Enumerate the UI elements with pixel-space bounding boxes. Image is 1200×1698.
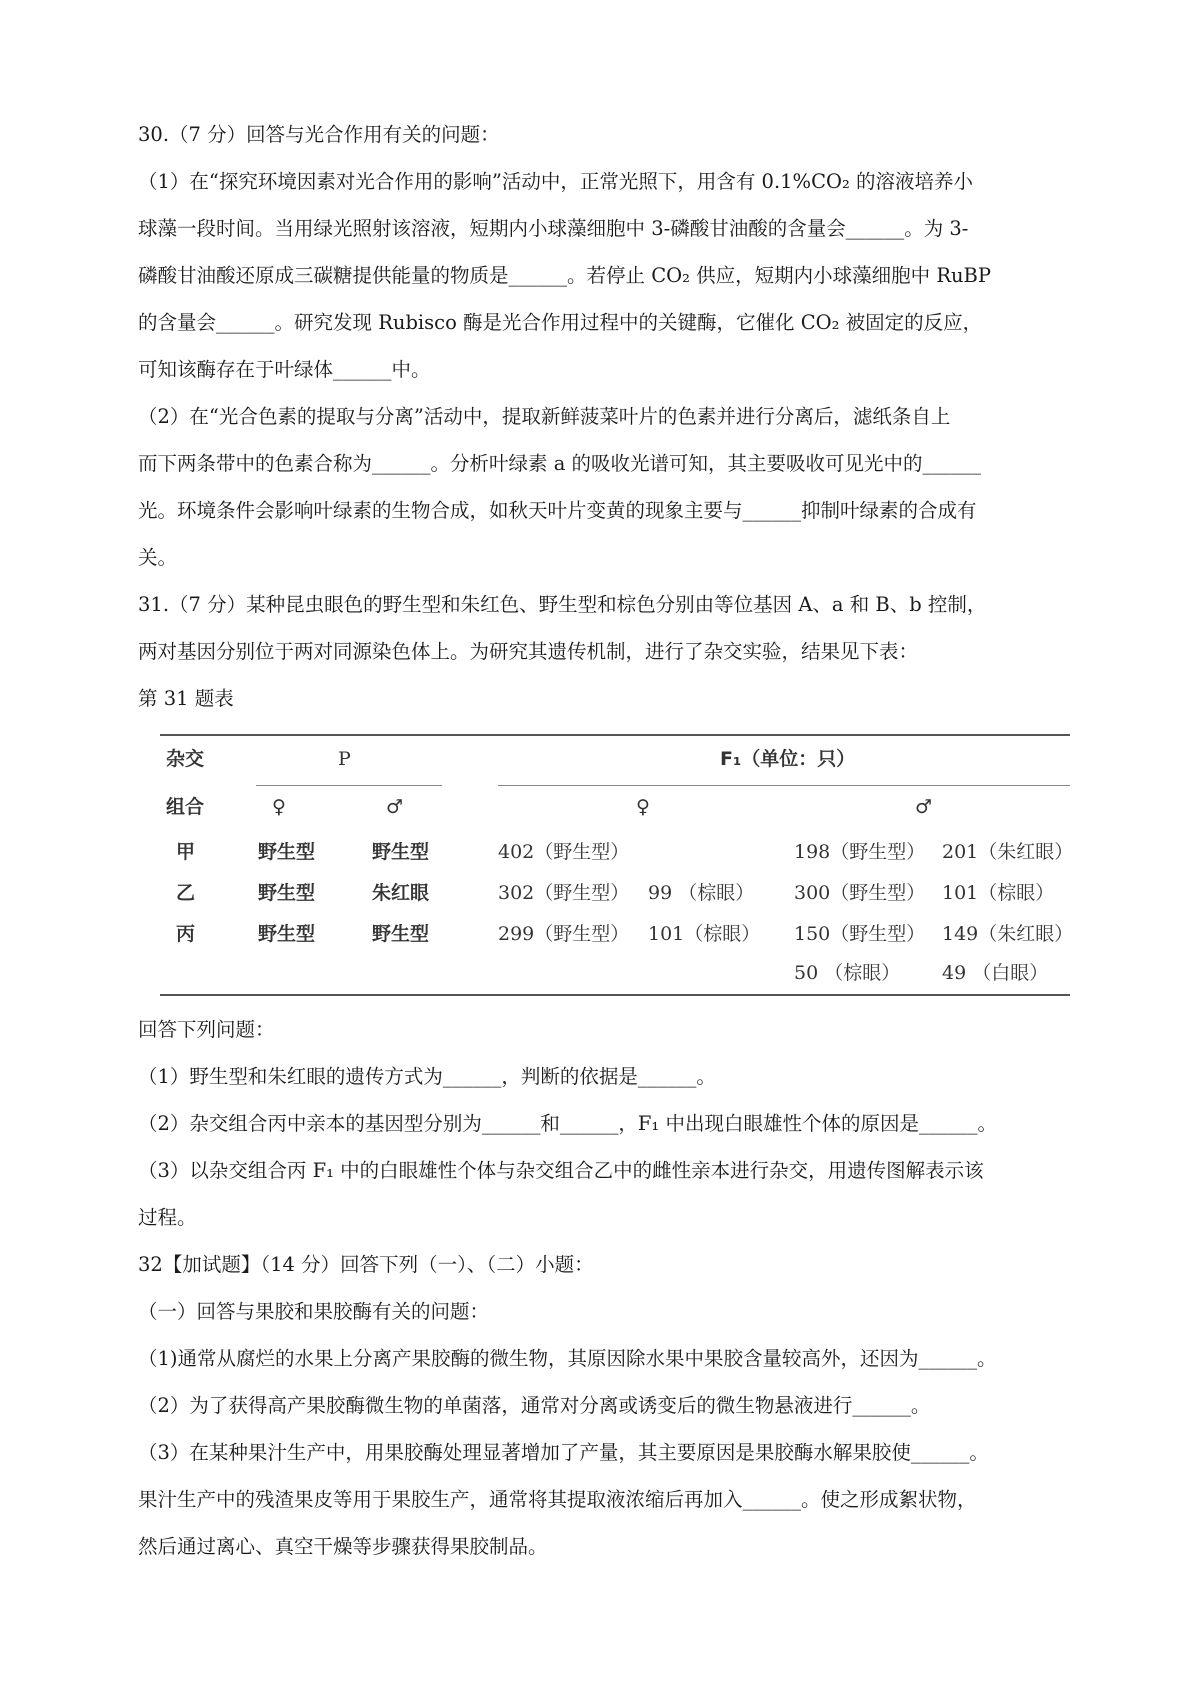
row-p-female: 野生型	[258, 882, 316, 904]
q31-intro: 两对基因分别位于两对同源染色体上。为研究其遗传机制，进行了杂交实验，结果见下表：	[138, 640, 919, 663]
q32-sub3-l1: （3）在某种果汁生产中，用果胶酶处理显著增加了产量，其主要原因是果胶酶水解果胶使______。	[138, 1441, 989, 1464]
row-f1-male-1: 198（野生型）	[794, 841, 926, 863]
q30-p1-l5: 可知该酶存在于叶绿体______中。	[138, 358, 431, 381]
table-bottom-rule	[160, 994, 1070, 996]
q30-title: 30.（7 分）回答与光合作用有关的问题：	[138, 123, 500, 146]
answer-prompt: 回答下列问题：	[138, 1018, 275, 1041]
header-f1-female: ♀	[636, 796, 650, 818]
row-f1-male-2: 49 （白眼）	[942, 962, 1049, 984]
row-p-male: 朱红眼	[372, 882, 430, 904]
q31-sub2: （2）杂交组合丙中亲本的基因型分别为______和______，F₁ 中出现白眼雄性个体的原因是______。	[138, 1112, 997, 1135]
row-f1-female-1: 299（野生型）	[498, 923, 630, 945]
q30-p2-l4: 关。	[138, 546, 178, 569]
q31-title: 31.（7 分）某种昆虫眼色的野生型和朱红色、野生型和棕色分别由等位基因 A、a 和 B、b 控制，	[138, 593, 987, 616]
f1-sub-rule	[498, 785, 1070, 786]
q31-sub1: （1）野生型和朱红眼的遗传方式为______，判断的依据是______。	[138, 1065, 716, 1088]
row-name: 甲	[176, 841, 196, 863]
q32-sub2: （2）为了获得高产果胶酶微生物的单菌落，通常对分离或诱变后的微生物悬液进行______。	[138, 1394, 931, 1417]
row-name: 丙	[176, 923, 196, 945]
row-f1-male-1: 300（野生型）	[794, 882, 926, 904]
row-p-female: 野生型	[258, 841, 316, 863]
header-cross: 杂交	[166, 748, 205, 770]
q30-p1-l4: 的含量会______。研究发现 Rubisco 酶是光合作用过程中的关键酶，它催化 CO₂ 被固定的反应，	[138, 311, 983, 334]
row-p-female: 野生型	[258, 923, 316, 945]
header-p-female: ♀	[272, 796, 286, 818]
q30-p1-l1: （1）在“探究环境因素对光合作用的影响”活动中，正常光照下，用含有 0.1%CO₂ 的溶液培养小	[138, 170, 974, 193]
q32-title: 32【加试题】（14 分）回答下列（一）、（二）小题：	[138, 1253, 594, 1276]
cross-results-table	[160, 734, 1074, 996]
q30-p1-l2: 球藻一段时间。当用绿光照射该溶液，短期内小球藻细胞中 3-磷酸甘油酸的含量会______。为 3-	[138, 217, 969, 240]
header-f1-male: ♂	[915, 796, 933, 818]
header-f1: F₁（单位：只）	[720, 748, 856, 770]
table-top-rule	[160, 734, 1070, 736]
row-name: 乙	[176, 882, 196, 904]
row-f1-male-2: 201（朱红眼）	[942, 841, 1074, 863]
row-p-male: 野生型	[372, 841, 430, 863]
row-f1-male-2: 149（朱红眼）	[942, 923, 1074, 945]
q30-p1-l3: 磷酸甘油酸还原成三碳糖提供能量的物质是______。若停止 CO₂ 供应，短期内小球藻细胞中 RuBP	[138, 264, 992, 287]
q32-sub3-l2: 果汁生产中的残渣果皮等用于果胶生产，通常将其提取液浓缩后再加入______。使之形成絮状物，	[138, 1488, 977, 1511]
row-f1-female-1: 302（野生型）	[498, 882, 630, 904]
q30-p2-l3: 光。环境条件会影响叶绿素的生物合成，如秋天叶片变黄的现象主要与______抑制叶绿素的合成有	[138, 499, 977, 522]
row-f1-female-2: 101（棕眼）	[648, 923, 761, 945]
table-caption: 第 31 题表	[138, 687, 234, 710]
row-f1-male-1: 50 （棕眼）	[794, 962, 901, 984]
q31-sub3-l1: （3）以杂交组合丙 F₁ 中的白眼雄性个体与杂交组合乙中的雌性亲本进行杂交，用遗传图解表示该	[138, 1159, 984, 1182]
row-f1-female-1: 402（野生型）	[498, 841, 630, 863]
row-f1-male-1: 150（野生型）	[794, 923, 926, 945]
q30-p2-l1: （2）在“光合色素的提取与分离”活动中，提取新鲜菠菜叶片的色素并进行分离后，滤纸条自上	[138, 405, 951, 428]
q32-sub3-l3: 然后通过离心、真空干燥等步骤获得果胶制品。	[138, 1535, 548, 1558]
row-p-male: 野生型	[372, 923, 430, 945]
q32-sub1: （1)通常从腐烂的水果上分离产果胶酶的微生物，其原因除水果中果胶含量较高外，还因为______。	[138, 1347, 997, 1370]
q32-part1-title: （一）回答与果胶和果胶酶有关的问题：	[138, 1300, 490, 1323]
header-p: P	[338, 748, 351, 770]
header-combo: 组合	[166, 796, 205, 818]
q31-sub3-l2: 过程。	[138, 1206, 197, 1229]
p-sub-rule	[256, 785, 442, 786]
header-p-male: ♂	[386, 796, 404, 818]
q30-p2-l2: 而下两条带中的色素合称为______。分析叶绿素 a 的吸收光谱可知，其主要吸收可见光中的______	[138, 452, 982, 475]
row-f1-female-2: 99 （棕眼）	[648, 882, 755, 904]
row-f1-male-2: 101（棕眼）	[942, 882, 1055, 904]
